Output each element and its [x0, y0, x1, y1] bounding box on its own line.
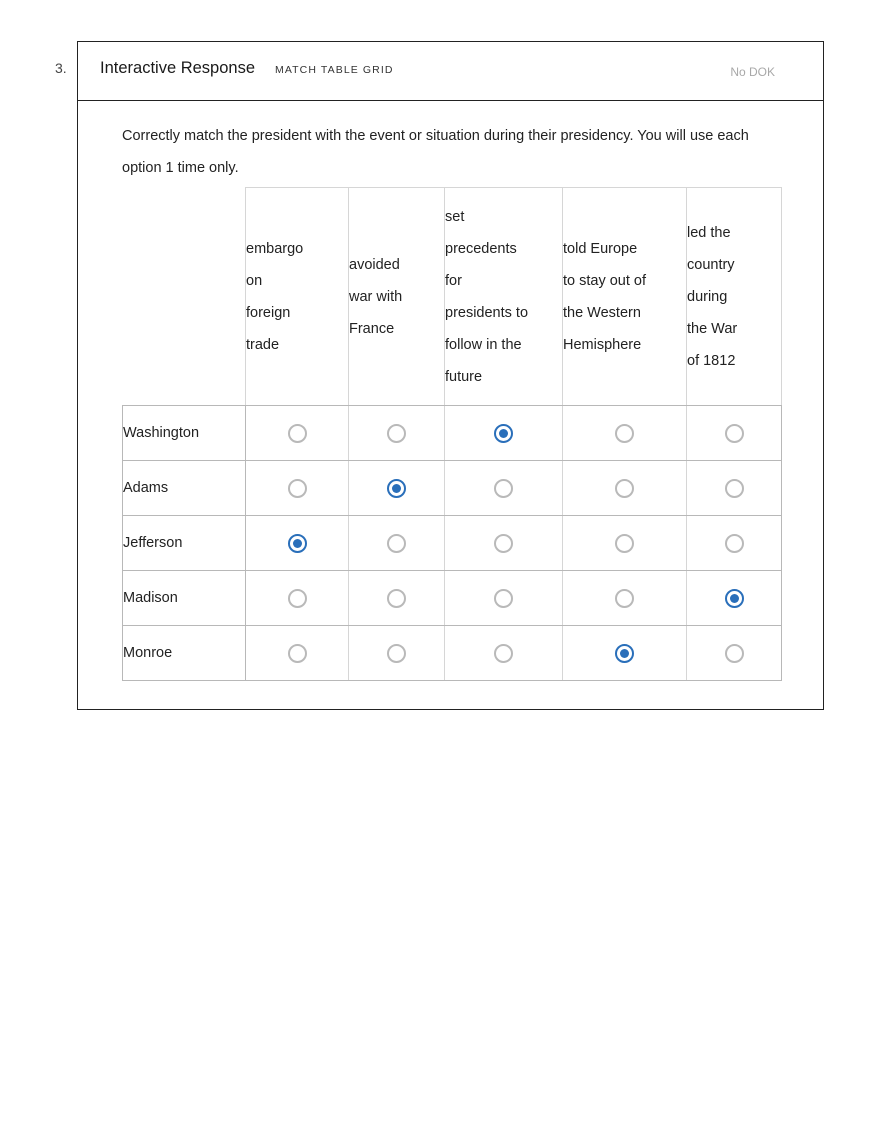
grid-cell [687, 461, 782, 516]
grid-cell [563, 461, 687, 516]
column-header-label: set precedents for presidents to follow in the future [445, 208, 529, 385]
grid-cell [349, 626, 445, 681]
grid-cell [563, 571, 687, 626]
radio-button[interactable] [387, 534, 406, 553]
radio-button[interactable] [615, 589, 634, 608]
grid-cell [563, 626, 687, 681]
row-label: Adams [123, 461, 246, 516]
grid-cell [687, 571, 782, 626]
radio-button[interactable] [288, 479, 307, 498]
question-card [77, 41, 824, 710]
grid-cell [687, 626, 782, 681]
grid-cell [349, 571, 445, 626]
grid-cell [246, 626, 349, 681]
grid-cell [445, 406, 563, 461]
grid-cell [349, 406, 445, 461]
grid-cell [349, 461, 445, 516]
match-table-grid [122, 187, 782, 681]
radio-button[interactable] [494, 644, 513, 663]
column-header-label: told Europe to stay out of the Western Hemisphere [563, 240, 647, 353]
table-row [123, 461, 782, 516]
radio-button-selected[interactable] [387, 479, 406, 498]
grid-cell [246, 571, 349, 626]
radio-button[interactable] [725, 644, 744, 663]
column-header-label: led the country during the War of 1812 [687, 224, 738, 369]
radio-button[interactable] [288, 589, 307, 608]
radio-button[interactable] [387, 589, 406, 608]
row-label: Jefferson [123, 516, 246, 571]
column-header-war-of-1812 [687, 188, 782, 406]
radio-button-selected[interactable] [615, 644, 634, 663]
table-row [123, 516, 782, 571]
grid-cell [445, 571, 563, 626]
grid-cell [445, 461, 563, 516]
grid-cell [563, 516, 687, 571]
grid-cell [246, 516, 349, 571]
column-header-avoided-war [349, 188, 445, 406]
grid-corner [123, 188, 246, 406]
grid-cell [687, 406, 782, 461]
dok-label: No DOK [730, 65, 775, 79]
radio-button[interactable] [494, 479, 513, 498]
table-row [123, 571, 782, 626]
grid-cell [349, 516, 445, 571]
grid-cell [445, 516, 563, 571]
radio-button-selected[interactable] [288, 534, 307, 553]
row-label: Washington [123, 406, 246, 461]
radio-button[interactable] [288, 424, 307, 443]
table-row [123, 406, 782, 461]
radio-button[interactable] [725, 479, 744, 498]
grid-body [123, 406, 782, 681]
radio-button[interactable] [288, 644, 307, 663]
question-title: Interactive Response [100, 59, 256, 77]
grid-cell [246, 406, 349, 461]
question-number: 3. [55, 60, 67, 76]
radio-button[interactable] [387, 644, 406, 663]
radio-button[interactable] [494, 534, 513, 553]
grid-cell [687, 516, 782, 571]
column-header-precedents [445, 188, 563, 406]
question-prompt: Correctly match the president with the event or situation during their presidency. You will use each option 1 time only. [122, 128, 749, 176]
question-header [78, 42, 823, 101]
row-label: Madison [123, 571, 246, 626]
column-header-label: avoided war with France [349, 256, 403, 337]
radio-button-selected[interactable] [494, 424, 513, 443]
table-row [123, 626, 782, 681]
radio-button[interactable] [615, 479, 634, 498]
radio-button[interactable] [387, 424, 406, 443]
column-header-label: embargo on foreign trade [246, 240, 304, 353]
radio-button[interactable] [725, 534, 744, 553]
radio-button[interactable] [494, 589, 513, 608]
row-label: Monroe [123, 626, 246, 681]
radio-button-selected[interactable] [725, 589, 744, 608]
grid-cell [563, 406, 687, 461]
question-type-label: MATCH TABLE GRID [275, 64, 394, 76]
column-header-embargo [246, 188, 349, 406]
radio-button[interactable] [615, 424, 634, 443]
grid-cell [445, 626, 563, 681]
radio-button[interactable] [615, 534, 634, 553]
grid-cell [246, 461, 349, 516]
radio-button[interactable] [725, 424, 744, 443]
column-header-monroe-doctrine [563, 188, 687, 406]
column-header-row [123, 188, 782, 406]
